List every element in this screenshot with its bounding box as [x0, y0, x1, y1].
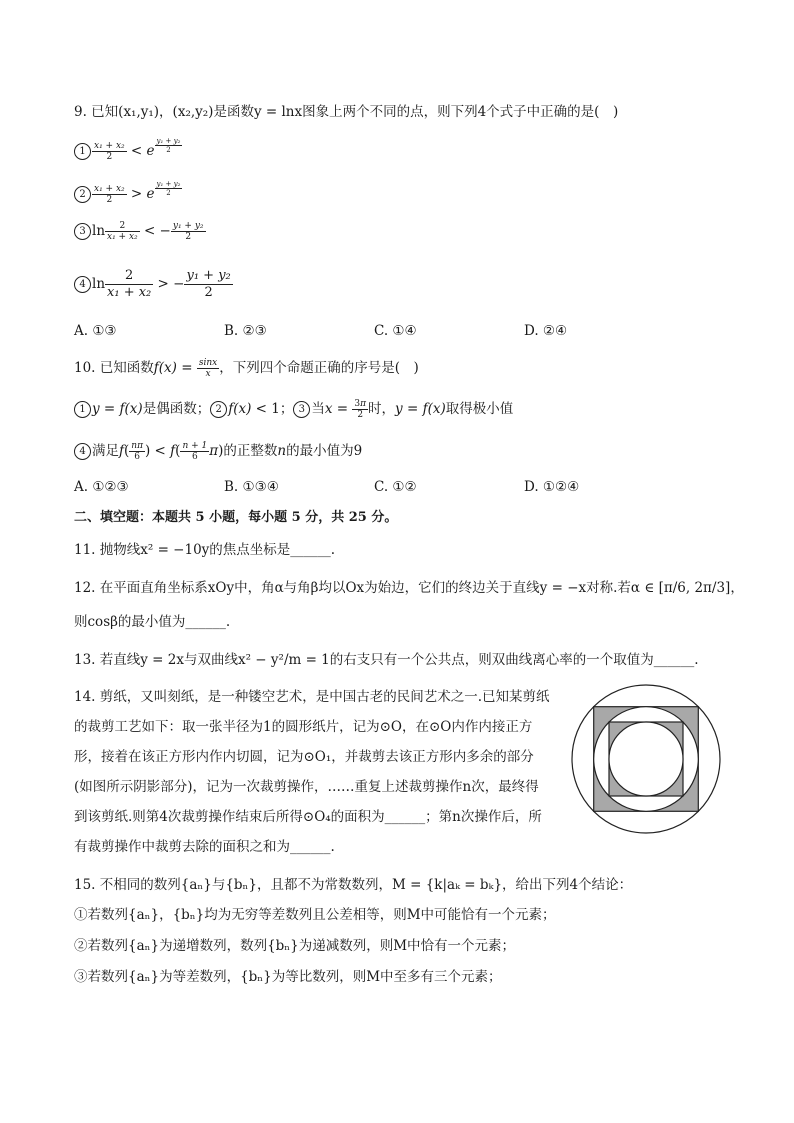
q9-choices	[74, 320, 714, 342]
q10-line-1: 1 y = f(x)是偶函数； 2 f(x) < 1； 3 当x = $\frac{3\pi}{2}$ 时，y = f(x)取得极小值	[74, 398, 513, 420]
q9-option-1: 1 $\frac{\text{x₁ + x₂}}{2}$ < e $^{\frac{\text{y₁ + y₂}}{2}}$	[74, 135, 182, 162]
q10-choice-d: D. ①②④	[524, 479, 580, 495]
q10-stem-suffix: ，下列四个命题正确的序号是( )	[219, 360, 419, 376]
q10-stem-prefix: 10. 已知函数	[74, 360, 154, 376]
q9-option-4: 4 ln $\frac{2}{\text{x₁ + x₂}}$ > − $\frac{\text{y₁ + y₂}}{2}$	[74, 268, 233, 301]
q15-stem: 15. 不相同的数列{aₙ}与{bₙ}，且都不为常数数列，M = {k|aₖ = bₖ}，给出下列4个结论：	[74, 877, 633, 893]
q9-option-3: 3 ln $\frac{2}{\text{x₁ + x₂}}$ < − $\frac{\text{y₁ + y₂}}{2}$	[74, 220, 206, 242]
q13: 13. 若直线y = 2x与双曲线x² − y²/m = 1的右支只有一个公共点，则双曲线离心率的一个取值为______.	[74, 652, 699, 668]
q12-line-1: 12. 在平面直角坐标系xOy中，角α与角β均以Ox为始边，它们的终边关于直线y = −x对称.若α ∈ [π/6, 2π/3]，	[74, 580, 744, 596]
q9-stem: 9. 已知(x₁,y₁)，(x₂,y₂)是函数y = lnx图象上两个不同的点，则下列4个式子中正确的是( )	[74, 104, 619, 120]
q9-choice-c: C. ①④	[374, 323, 417, 339]
q9-option-2: 2 $\frac{\text{x₁ + x₂}}{2}$ > e $^{\frac{\text{y₁ + y₂}}{2}}$	[74, 178, 182, 205]
q9-choice-a: A. ①③	[74, 323, 117, 339]
q10-choice-a: A. ①②③	[74, 479, 129, 495]
q12-line-2: 则cosβ的最小值为______.	[74, 614, 231, 630]
section-2-heading: 二、填空题：本题共 5 小题，每小题 5 分，共 25 分。	[74, 510, 398, 525]
q10-stem: 10. 已知函数f(x) = $\frac{\sin x}{x}$ ，下列四个命题正确的序号是( )	[74, 358, 419, 379]
second-inner-circle	[609, 722, 683, 796]
q9-choice-d: D. ②④	[524, 323, 568, 339]
q10-choice-b: B. ①③④	[224, 479, 279, 495]
q15-conclusion-3: ③若数列{aₙ}为等差数列，{bₙ}为等比数列，则M中至多有三个元素；	[74, 969, 502, 985]
q14-text: 14. 剪纸，又叫刻纸，是一种镂空艺术，是中国古老的民间艺术之一.已知某剪纸的裁剪工艺如下：取一张半径为1的圆形纸片，记为⊙O，在⊙O内作内接正方形，接着在该正方形内作内切圆，记为⊙O₁，并裁剪去该正方形内多余的部分(如图所示阴影部分)，记为一次裁剪操作，……重复上述裁剪操作n次，最终得到该剪纸.则第4次裁剪操作结束后所得⊙O₄的面积为______；第n次操作后，所有裁剪操作中裁剪去除的面积之和为______.	[74, 689, 550, 855]
q10-choice-c: C. ①②	[374, 479, 417, 495]
q15-conclusion-2: ②若数列{aₙ}为递增数列，数列{bₙ}为递减数列，则M中恰有一个元素；	[74, 938, 516, 954]
q10-line-2: 4 满足f( $\frac{n\pi}{6}$ ) < f( $\frac{n + 1}{6}$ π)的正整数n的最小值为9	[74, 440, 362, 462]
q10-choices	[74, 476, 714, 498]
q11: 11. 抛物线x² = −10y的焦点坐标是______.	[74, 542, 336, 558]
q9-choice-b: B. ②③	[224, 323, 267, 339]
q15-conclusion-1: ①若数列{aₙ}，{bₙ}均为无穷等差数列且公差相等，则M中可能恰有一个元素；	[74, 907, 556, 923]
paper-cut-figure	[570, 683, 722, 835]
